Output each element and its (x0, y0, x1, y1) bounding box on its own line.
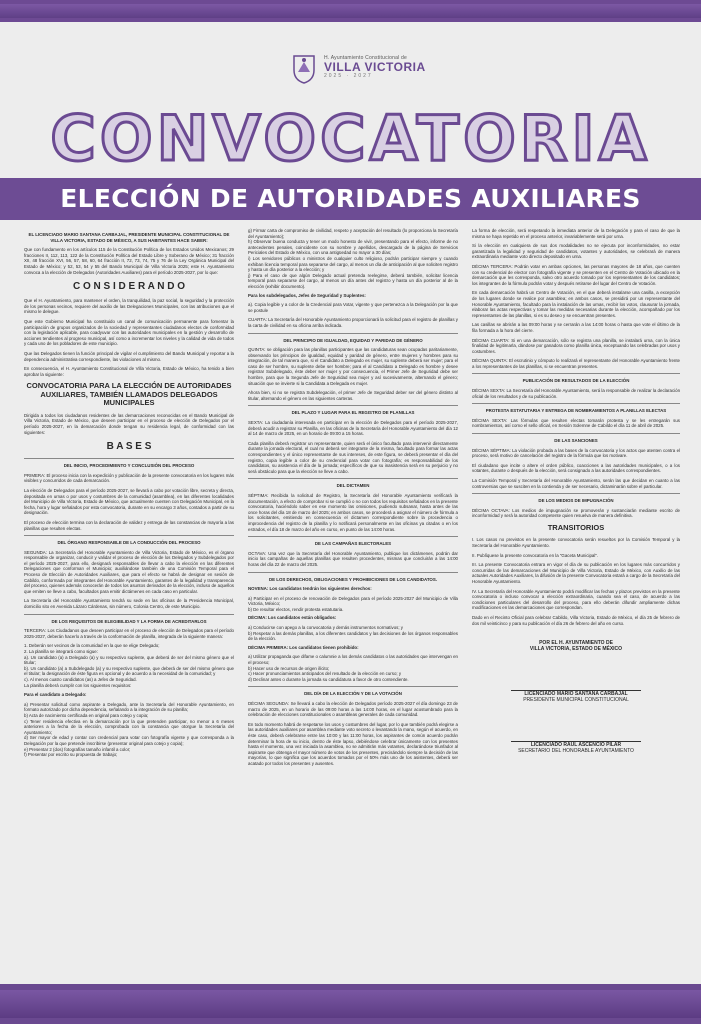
list-item: d) Ser mayor de edad y contar con credencial para votar con fotografía vigente y que corresponda a la Delegación por la que pretende inscribirse (presentar original para cotejo y copia); (24, 735, 234, 746)
section-heading: DEL ÓRGANO RESPONSABLE DE LA CONDUCCIÓN DEL PROCESO (57, 540, 201, 546)
paragraph: La Comisión Temporal y Secretaría del Honorable Ayuntamiento, serán las que decidan en cuanto a las controversias que se susciten en la contienda y de ser necesario, dictaminarán sobre el particular. (472, 478, 680, 489)
section-heading: DE LOS MEDIOS DE IMPUGNACIÓN (538, 498, 614, 504)
paragraph: DÉCIMA SEXTA: Las fórmulas que resulten electas tomarán protesta y se les entregarán sus nombramientos, así como el sello oficial, en Sesión Solemne de Cabildo el día 11 de abril de 2025. (472, 417, 680, 429)
paragraph: SÉPTIMA: Recibida la solicitud de Registro, la Secretaría del Honorable Ayuntamiento verificará la documentación, a efecto de comprobar si se cumplió o no con todos los requisitos señalados en la presente convocatoria, haciéndolo saber en ese momento las omisiones, pudiendo subsanar, hasta antes de las once horas del día 18 de marzo del 2025; en ambos casos, se procederá a asignar el número de fórmula a los solicitantes, emitiendo en consecuencia el dictamen correspondiente sobre la procedencia o improcedencia del registro de la planilla y lo notificará personalmente en las oficinas ya citadas o en los estrados, el día 18 de marzo del año en curso, en punto de las 14:00 horas. (248, 492, 458, 532)
paragraph: DÉCIMA TERCERA: Podrán votar en ambas opciones, las personas mayores de 18 años, que cuenten con su credencial de elector con fotografía vigente y se presenten en el Centro de Votación ubicado en la demarcación que les corresponda, salvo otro acuerdo tomado por los representantes de los candidatos; los integrantes de la fórmula podrán votar y después retirarse del lugar del Centro de Votación. (472, 263, 680, 286)
paragraph: En cada demarcación habrá un Centro de Votación, en el que deberá instalarse una casilla, a excepción de los lugares donde se realice por asamblea; en ambos casos, se presidirá por un representante del Honorable Ayuntamiento, facultado para la instalación de las urnas, recibir los votos, clausurar la jornada, elaborar las actas respectivas y tomar las medidas necesarias durante la elección, acompañado por los representantes de las planillas, si es su deseo y se encuentran presentes. (472, 290, 680, 318)
paragraph: La Secretaría del Honorable Ayuntamiento tendrá su sede en las oficinas de la Presidencia Municipal, domicilio sito en Avenida Lázaro Cárdenas, sin número, Colonia Centro, de este Municipio. (24, 598, 234, 610)
paragraph: DÉCIMA QUINTA: El escrutinio y cómputo lo realizará el representante del Honorable Ayuntamiento frente a los representantes de las planillas, si se encuentran presentes. (472, 358, 680, 369)
paragraph: Para el candidato a Delegado: (24, 692, 87, 698)
paragraph: Ahora bien, si no se registra Subdelegación, el primer Jefe de Seguridad deber ser del género distinto al titular, alternando el género en las siguientes carteras. (248, 390, 458, 401)
list-item: e) Presentar 2 (dos) fotografías tamaño infantil a color; (24, 746, 131, 752)
signatory-name: LICENCIADO RAÚL ASCENCIO PILAR (530, 742, 622, 749)
section-heading: DEL PLAZO Y LUGAR PARA EL REGISTRO DE PLANILLAS (291, 410, 415, 416)
paragraph: En todo momento habrá de respetarse los usos y costumbres del lugar, por lo que también podrá elegirse a las autoridades auxiliares por asamblea mediante voto secreto o levantando la mano, según el acuerdo, en éste caso, deberá celebrarse entre las 10:00 y las 11:00 horas, los aspirantes de común acuerdo podrán determinar la hora de su inicio, dentro de éste lapso, debiéndose celebrar únicamente con los presentes hasta el momento, una vez iniciada la asamblea, no se admitirán más votantes, declarándose triunfador al aspirante que obtenga el mayor número de votos de los presentes, precisándolo siempre la decisión de las mayorías, lo que significa que los acuerdos tomados por el 50% más uno de los asistentes, deberá ser acatado por todos los presentes y ausentes. (248, 721, 458, 766)
section-heading-bases: B A S E S (106, 441, 152, 453)
paragraph: DÉCIMA CUARTA: Si en una demarcación, sólo se registra una planilla, se instalará urna, con la única finalidad de legitimarla, dándose por ganadora como planilla única, exceptuando las celebradas por usos y costumbres. (472, 337, 680, 354)
paragraph: QUINTA: se obligación para las planillas participantes que las candidaturas sean ocupadas paritariamente, observando los principios de igualdad, equidad y paridad de género, entre mujeres y hombres para su integración, de tal manera que, si el Candidato a Delegado es mujer, su suplente deberá ser mujer; para el caso de ser hombre, su suplente debe ser hombre; para el al Candidato a Delegado es hombre y desee registrar Subdelegado, éste deber ser mujer y por consecuencia, el Primer Jefe de Seguridad debe ser hombre, para que la Segunda Jefe de Seguridad sea mujer y así sucesivamente, alternando el género; situación que se invierte si la Candidata a Delegada es mujer. (248, 347, 458, 386)
signature-header (472, 640, 680, 652)
list-item: c) Hacer pronunciamientos anticipados del resultado de la elección en curso; y (248, 671, 402, 677)
transitorio-item: I. Los casos no previstos en la presente convocatoria serán resueltos por la Comisión Temporal y la Secretaría del Honorable Ayuntamiento. (472, 537, 680, 549)
paragraph: OCTAVA: Una vez que la Secretaría del Honorable Ayuntamiento, publique los dictámenes, podrán dar inicio las campañas de aquellas planillas que resulten procedentes, mismas que concluirán a las 14:00 horas del día 22 de marzo del 2025. (248, 550, 458, 567)
paragraph: Dado en el Recinto Oficial para celebrar Cabildo, Villa Victoria, Estado de México, el día 25 de febrero de dos mil veinticinco y para su publicación el día 26 de febrero del año en curso. (472, 615, 680, 626)
top-purple-band (0, 0, 701, 22)
section-heading: DEL DICTAMEN (336, 483, 370, 489)
list-item: d) Declinar antes o durante la jornada su candidatura a favor de otro contendiente. (248, 676, 409, 682)
list-item: 2. La planilla se integrará como sigue: (24, 649, 98, 654)
signatory-name: LICENCIADO MARIO SANTANA CARBAJAL (524, 691, 628, 698)
signature-caption: POR EL H. AYUNTAMIENTO DE (539, 640, 613, 647)
signatory-title: SECRETARIO DEL HONORABLE AYUNTAMIENTO (518, 748, 634, 755)
signatory-title: PRESIDENTE MUNICIPAL CONSTITUCIONAL (523, 697, 629, 704)
page-subtitle: ELECCIÓN DE AUTORIDADES AUXILIARES (0, 178, 701, 220)
list-item: a) Participar en el proceso de renovación de Delegados para el período 2025-2027 del Municipio de Villa Victoria, México; (248, 595, 458, 607)
signature-block-secretary (472, 742, 680, 754)
intro-heading: EL LICENCIADO MARIO SANTANA CARBAJAL, PRESIDENTE MUNICIPAL CONSTITUCIONAL DE VILLA VICTORIA, ESTADO DE MÉXICO, A SUS HABITANTES HACE SABER: (28, 232, 230, 243)
signature-caption: VILLA VICTORIA, ESTADO DE MÉXICO (529, 646, 623, 653)
paragraph: DÉCIMA OCTAVA: Los medios de impugnación se promoverán y sustanciarán mediante escrito de inconformidad y será la autoridad competente quien resuelva de manera definitiva. (472, 507, 680, 519)
list-item: f) Presentar por escrito su propuesta de trabajo; (24, 752, 118, 758)
list-item: a) Conducirse con apego a la convocatoria y demás instrumentos normativos; y (248, 625, 403, 631)
paragraph: La forma de elección, será respetando la inmediata anterior de la Delegación y para el caso de que la misma se haya repetido en el proceso anterior, invariablemente será por urna. (472, 228, 680, 239)
section-heading: DE LOS REQUISITOS DE ELEGIBILIDAD Y LA FORMA DE ACREDITARLOS (51, 618, 207, 624)
list-item: h) Observar buena conducta y tener un modo honesto de vivir, presentando para el efecto, informe de no antecedentes penales, coincidente con su nombre y apellidos, descargado de la página de Servicios Periciales del Estado de México, con una antigüedad no mayor a 30 días; (248, 239, 458, 256)
logo-period: 2025 · 2027 (324, 73, 373, 79)
signature-block-president (472, 691, 680, 703)
paragraph: El proceso de elección termina con la declaración de validez y entrega de las constancias de mayoría a las planillas que resulten electas. (24, 519, 234, 531)
section-heading: DEL DÍA DE LA ELECCIÓN Y DE LA VOTACIÓN (304, 691, 402, 697)
column-1 (24, 228, 234, 758)
list-item: j) Para el caso de que algún Delegado actual pretenda reelegirse, deberá también, solicitar licencia temporal para separarse del cargo, al menos un día antes del registro y hasta un día posterior al de la elección (exhibir documento). (248, 272, 458, 289)
paragraph: Que el H. Ayuntamiento, para mantener el orden, la tranquilidad, la paz social, la seguridad y la protección de los personas vecinos, requiere del auxilio de las Delegaciones Municipales, con las atribuciones que el mismo le delegue. (24, 298, 234, 315)
paragraph: Las casillas se abrirán a las 09:00 horas y se cerrarán a las 14:00 horas o hasta que vote el último de la fila formada a la hora del cierre. (472, 322, 680, 333)
section-heading-considerando: C O N S I D E R A N D O (72, 281, 186, 293)
list-item: c). Al menos cuatro candidatos (as) a Jefes de Seguridad. (24, 676, 137, 682)
list-item: b) Hacer uso de recursos de origen ilícito; (248, 665, 330, 671)
section-heading: DE LOS DERECHOS, OBLIGACIONES Y PROHIBICIONES DE LOS CANDIDATOS. (268, 576, 437, 582)
village-emblem-icon (290, 50, 318, 84)
paragraph: SEXTA: La ciudadanía interesada en participar en la elección de Delegados para el período 2025-2027, deberá acudir a registrar su Planilla, en las oficinas de la Secretaría del Honorable Ayuntamiento del día 12 al 14 de marzo de 2025, en un horario de 09:00 a 15 horas. (248, 420, 458, 437)
transitorio-item: IV. La Secretaría del Honorable Ayuntamiento podrá modificar las fechas y plazos previstos en la presente convocatoria o incluso convocar a elección extraordinaria, cuando sea el caso, de acuerdo a las condiciones particulares del desarrollo del proceso, para ello deberán difundir ampliamente dichas modificaciones en las demarcaciones que correspondan. (472, 588, 680, 611)
section-heading: DEL INICIO, PROCEDIMIENTO Y CONCLUSIÓN DEL PROCESO (63, 463, 195, 469)
list-item: b) Acta de nacimiento certificada en original para cotejo y copia; (24, 712, 149, 718)
paragraph: DÉCIMA SEXTA: La Secretaría del Honorable Ayuntamiento, será la responsable de realizar la declaración oficial de los resultados y de su publicación. (472, 388, 681, 399)
paragraph: Que las Delegados tienen la función principal de vigilar el cumplimiento del Bando Municipal y reportar a la dependencia administrativa correspondiente, las violaciones al mismo. (24, 350, 234, 362)
paragraph: DÉCIMA SEGUNDA: Se llevará a cabo la elección de Delegados período 2025-2027 el día domingo 23 de marzo de 2025, en un horario de las 09:00 horas a las 14:00 horas, en el lugar acostumbrado para la celebración de elecciones constitucionales o asambleas generales de cada comunidad. (248, 701, 458, 718)
transitorio-item: III. La presente Convocatoria entrara en vigor el día de su publicación en los lugares más concurridos y concurridas de las demarcaciones del Municipio de Villa Victoria, Estado de México, con Auxilio de las actuales Autoridades Auxiliares, la difusión de la presente Convocatoria estará a cargo de la Secretaría del Honorable Ayuntamiento. (472, 562, 680, 585)
list-item: b) Respetar a las demás planillas, a los diferentes candidatos y las decisiones de los órganos responsables de la elección. (248, 630, 458, 642)
paragraph: Cada planilla deberá registrar un representante, quien será el único facultado para intervenir directamente durante la jornada electoral, el cual no deberá ser integrante de la misma, facultado para formar las actas correspondientes y el único representante de sus intereses, de este figura, se deberá presentar el día del registro, copia legible a color de su credencial para votar con fotografía; es responsabilidad de los candidatos, su asistencia el día de la jornada; específicos de que su inasistencia será en su perjuicio y no será obstáculo para que la elección se lleve a cabo. (248, 440, 458, 474)
bottom-purple-band (0, 984, 701, 1024)
municipal-logo (290, 50, 426, 84)
list-item: a). Un candidato (a) a Delegado (a) y su respectivo suplente, que deberá de ser del mismo género que el titular; (24, 654, 234, 666)
logo-name: VILLA VICTORIA (324, 60, 426, 74)
convocatoria-heading: CONVOCATORIA PARA LA ELECCIÓN DE AUTORIDADES AUXILIARES, TAMBIÉN LLAMADOS DELEGADOS MUNICIPALES (26, 381, 232, 408)
paragraph: Para los subdelegados, Jefes de Seguridad y Suplentes: (248, 292, 366, 298)
paragraph: DÉCIMA: Los candidatos están obligados: (248, 615, 337, 621)
paragraph: TERCERA: Los Ciudadanos que deseen participar en el proceso de elección de Delegados para el período 2025-2027, deberán hacerlo a través de la conformación de planilla, integrada de la siguiente manera: (24, 628, 234, 639)
list-item: i) Los servidores públicos o ministros de cualquier culto religioso, podrán participar siempre y cuando exhiban licencia temporal para separarse del cargo, al menos un día de anticipación al que soliciten registro y hasta un día posterior a la elección; y (248, 255, 458, 273)
paragraph: La planilla deberá cumplir con los siguientes requisitos: (24, 682, 132, 688)
list-item: g) Firmar carta de compromiso de civilidad, respeto y aceptación del resultado (lo proporciona la Secretaría del Ayuntamiento); (248, 228, 458, 239)
paragraph: Que con fundamento en los artículos 115 de la Constitución Política de los Estados Unidos Mexicanos; 29 fracciones II, 112, 113, 122 de la Constitución Política del Estado Libre y Soberano de México; 31 fracción XII, 48 fracción XVI, 56, 57, 58, 60, 64 fracción II, 72, 73, 74, 75 y 76 de la Ley Orgánica Municipal del Estado de México; y 52, 53, 54 y 55 del Bando Municipal de Villa Victoria 2025; este H. Ayuntamiento convoca a la elección de Delegados (Autoridades Auxiliares) para el período 2025-2027, por lo que: (24, 247, 234, 275)
paragraph: En consecuencia, el H. Ayuntamiento Constitucional de Villa Victoria, Estado de México, ha tenido a bien aprobar la siguiente: (24, 366, 234, 377)
paragraph: PRIMERA: El proceso inicia con la expedición y publicación de la presente convocatoria en los lugares más visibles y concurridos de cada demarcación. (24, 472, 234, 484)
list-item: a) Utilizar propaganda que difame o calumnie a los demás candidatos o las autoridades que intervengan en el proceso; (248, 654, 458, 666)
column-2 (248, 228, 458, 771)
list-item: 1. Deberán ser vecinos de la comunidad en la que se elige Delegado; (24, 643, 160, 649)
section-heading: DE LAS CAMPAÑAS ELECTORALES (314, 541, 392, 547)
column-3 (472, 228, 680, 754)
paragraph: El ciudadano que incite o altere el orden público, coacciones a las autoridades municipales, o a los votantes, durante o después de la elección, será consignado a las autoridades correspondientes. (472, 462, 680, 474)
section-heading: PROTESTA ESTATUTARIA Y ENTREGA DE NOMBRAMIENTOS A PLANILLAS ELECTAS (485, 408, 667, 414)
paragraph: Que este Gobierno Municipal ha constituido un canal de comunicación permanente para fomentar la participación de grupos organizados de la sociedad y representantes ciudadanos electos de conformidad con la legislación aplicable, para coadyuvar con las autoridades municipales en la gestión y desarrollo de acciones tendientes al progreso municipal, así como a incrementar los niveles y la calidad de vida de todos y cada uno de los pobladores de este municipio. (24, 318, 234, 347)
list-item: b). Un candidato (a) a Subdelegado (a) y su respectivo suplente, que deberá de ser del mismo género que el titular; la designación de éste figura es opcional y de acuerdo a la necesidad de la comunidad; y (24, 665, 234, 677)
logo-caption: H. Ayuntamiento Constitucional de (324, 55, 407, 61)
section-heading: DEL PRINCIPIO DE IGUALDAD, EQUIDAD Y PARIDAD DE GÉNERO (283, 337, 423, 343)
paragraph: DÉCIMA PRIMERA: Los candidatos tienen prohibido: (248, 644, 359, 650)
paragraph: La elección de Delegados para el período 2025-2027, se llevará a cabo por votación libre, secreta y directa, depositada en urnas o por usos y costumbres de la comunidad (asamblea), en las diferentes localidades del Municipio de Villa Victoria, Estado de México, que actualmente cuenten con Delegación Municipal, en la fecha, hora y lugar señalados por esta convocatoria, durante en su encargo 3 años, contados a partir de su designación. (24, 487, 234, 516)
page-title: CONVOCATORIA (50, 102, 651, 175)
paragraph: CUARTA: La Secretaría del Honorable Ayuntamiento proporcionará la solicitud para el registro de planillas y la carta de civilidad en su oficina arriba indicada. (248, 317, 458, 328)
paragraph: Dirigida a todos los ciudadanos residentes de las demarcaciones reconocidas en el Bando Municipal de Villa Victoria, Estado de México, que deseen participar en el proceso de elección de Delegados por el período 2025-2027, en la demarcación donde tengan su residencia legal, de conformidad con las siguientes: (24, 412, 234, 435)
list-item: a). Copia legible y a color de la Credencial para Votar, vigente y que pertenezca a la Delegación por la que se postule (248, 302, 458, 313)
list-item: c) Tener residencia efectiva en la demarcación por la que pretenden participar, no menor a 6 meses anteriores a la fecha de la elección, comprobada con la constancia que otorgue la Secretaría del Ayuntamiento; (24, 718, 234, 735)
paragraph: NOVENA: Los candidatos tendrán los siguientes derechos: (248, 586, 372, 592)
paragraph: DÉCIMA SÉPTIMA: La violación probada a las bases de la convocatoria y los actos que atenten contra el proceso, será motivo de cancelación del registro de la fórmula que los motivare. (472, 447, 680, 459)
transitorios-heading: TRANSITORIOS (547, 522, 605, 532)
list-item: b) De resultar electos, rendir protesta estatutaria. (248, 606, 344, 612)
paragraph: Si la elección en cualquiera de sus dos modalidades no se ejecuta por inconformidades, no estar garantizada la legalidad y seguridad de candidatos, votantes y autoridades, se celebrará de manera extraordinaria mediante voto directo depositado en urna. (472, 243, 680, 260)
section-heading: DE LAS SANCIONES (554, 438, 598, 444)
section-heading: PUBLICACIÓN DE RESULTADOS DE LA ELECCIÓN (522, 378, 630, 384)
paragraph: SEGUNDA: La Secretaría del Honorable Ayuntamiento de Villa Victoria, Estado de México, es el órgano responsable de organizar, conducir y validar el proceso de elección de los Delegados y Subdelegados por el período 2025-2027, para ello, designará responsables de llevar a cabo la elección en las diferentes Delegaciones que conforman el Municipio; auxiliándose también de una Comisión Temporal para el Proceso de Elección de Autoridades Auxiliares, que para el efecto se habrá de designar en sesión de Cabildo, conformada por integrantes del Honorable Ayuntamiento, garantes de la legalidad y transparencia del proceso, quienes además conocerán de todos los asuntos derivados de la elección, incluso de aquellos que emiten se lleve a cabo, facultados para emitir dictámenes en cada caso en particular. (24, 549, 234, 594)
transitorio-item: II. Publíquese la presente convocatoria en la "Gaceta Municipal". (472, 552, 599, 558)
list-item: a) Presentar solicitud como aspirante a Delegado, ante la Secretaría del Honorable Ayuntamiento, en formato autorizado por dicha dependencia, señalando a la integración de su planilla; (24, 701, 234, 713)
